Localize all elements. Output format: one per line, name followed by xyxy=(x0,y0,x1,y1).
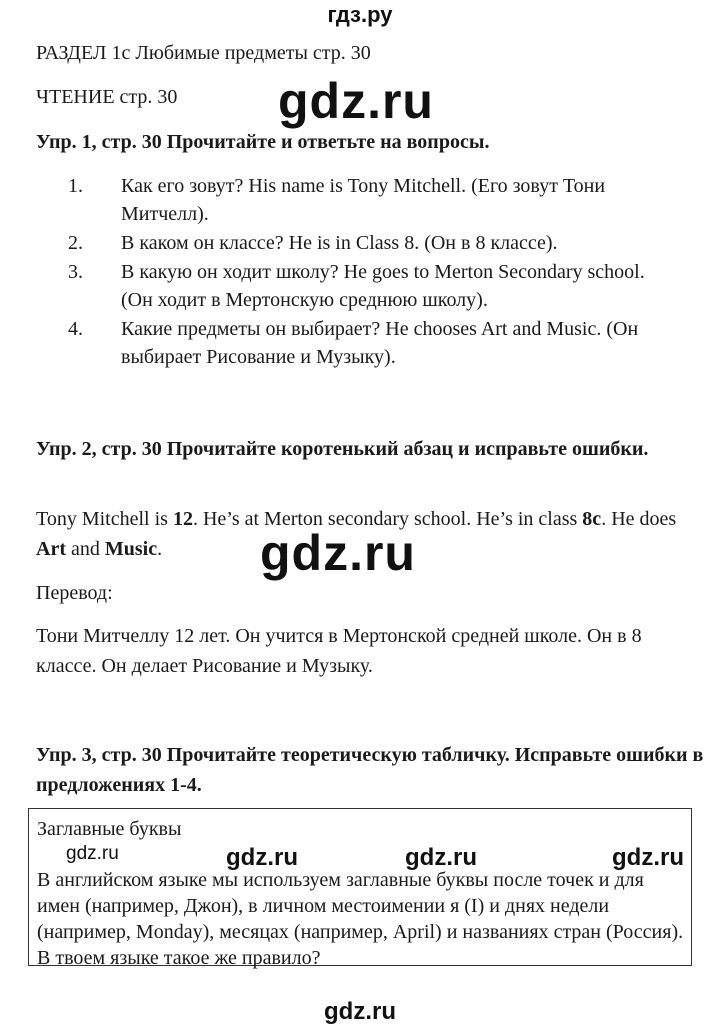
rule-box xyxy=(28,808,692,969)
watermark-box-3: gdz.ru xyxy=(612,844,684,871)
watermark-small: gdz.ru xyxy=(66,843,119,864)
answer-text: Как его зовут? His name is Tony Mitchell. (Его зовут Тони Митчелл). xyxy=(121,175,606,225)
bold-run: 8c xyxy=(582,508,602,530)
answer-item xyxy=(68,172,678,228)
exercise-3-title: Упр. 3, стр. 30 Прочитайте теоретическую табличку. Исправьте ошибки в предложениях 1-4. xyxy=(36,744,704,796)
translation-label: Перевод: xyxy=(36,582,113,604)
bold-run: 12 xyxy=(172,508,193,530)
rule-box-text: В английском языке мы используем заглавные буквы после точек и для имен (например, Джон), в личном местоимении я (I) и днях недели (например, Monday), месяцах (например, April) и названиях стран (Россия). В твоем языке такое же правило? xyxy=(37,869,684,969)
watermark-bottom: gdz.ru xyxy=(324,998,396,1025)
answer-number: 3. xyxy=(68,261,83,283)
text-run: . xyxy=(157,538,163,560)
text-run: . He’s at Merton secondary school. He’s in class xyxy=(192,508,583,530)
text-run: Tony Mitchell is xyxy=(36,508,173,530)
answer-item xyxy=(68,315,678,371)
answer-number: 4. xyxy=(68,318,83,340)
exercise-1-answers xyxy=(68,172,678,372)
exercise-2-title: Упр. 2, стр. 30 Прочитайте коротенький абзац и исправьте ошибки. xyxy=(36,438,649,460)
answer-text: В какую он ходит школу? He goes to Merton Secondary school. (Он ходит в Мертонскую среднюю школу). xyxy=(121,261,645,311)
rule-box-title: Заглавные буквы xyxy=(37,818,182,840)
section-header: РАЗДЕЛ 1с Любимые предметы стр. 30 xyxy=(36,42,371,64)
answer-item xyxy=(68,229,678,257)
watermark-large-2: gdz.ru xyxy=(260,525,416,581)
answer-number: 2. xyxy=(68,232,83,254)
answer-text: Какие предметы он выбирает? He chooses Art and Music. (Он выбирает Рисование и Музыку). xyxy=(121,318,639,368)
translation-text: Тони Митчеллу 12 лет. Он учится в Мертонской средней школе. Он в 8 классе. Он делает Рисование и Музыку. xyxy=(36,625,642,677)
reading-header: ЧТЕНИЕ стр. 30 xyxy=(36,86,178,108)
exercise-1-title: Упр. 1, стр. 30 Прочитайте и ответьте на вопросы. xyxy=(36,131,490,153)
text-run: . He does xyxy=(601,508,677,530)
answer-item xyxy=(68,258,678,314)
bold-run: Art xyxy=(36,538,66,560)
bold-run: Music xyxy=(104,538,158,560)
watermark-large-1: gdz.ru xyxy=(278,73,434,129)
site-watermark-top: гдз.ру xyxy=(327,2,393,27)
text-run: and xyxy=(65,538,105,560)
answer-text: В каком он классе? He is in Class 8. (Он в 8 классе). xyxy=(121,232,558,254)
answer-number: 1. xyxy=(68,175,83,197)
watermark-box-1: gdz.ru xyxy=(226,844,298,871)
watermark-box-2: gdz.ru xyxy=(405,844,477,871)
